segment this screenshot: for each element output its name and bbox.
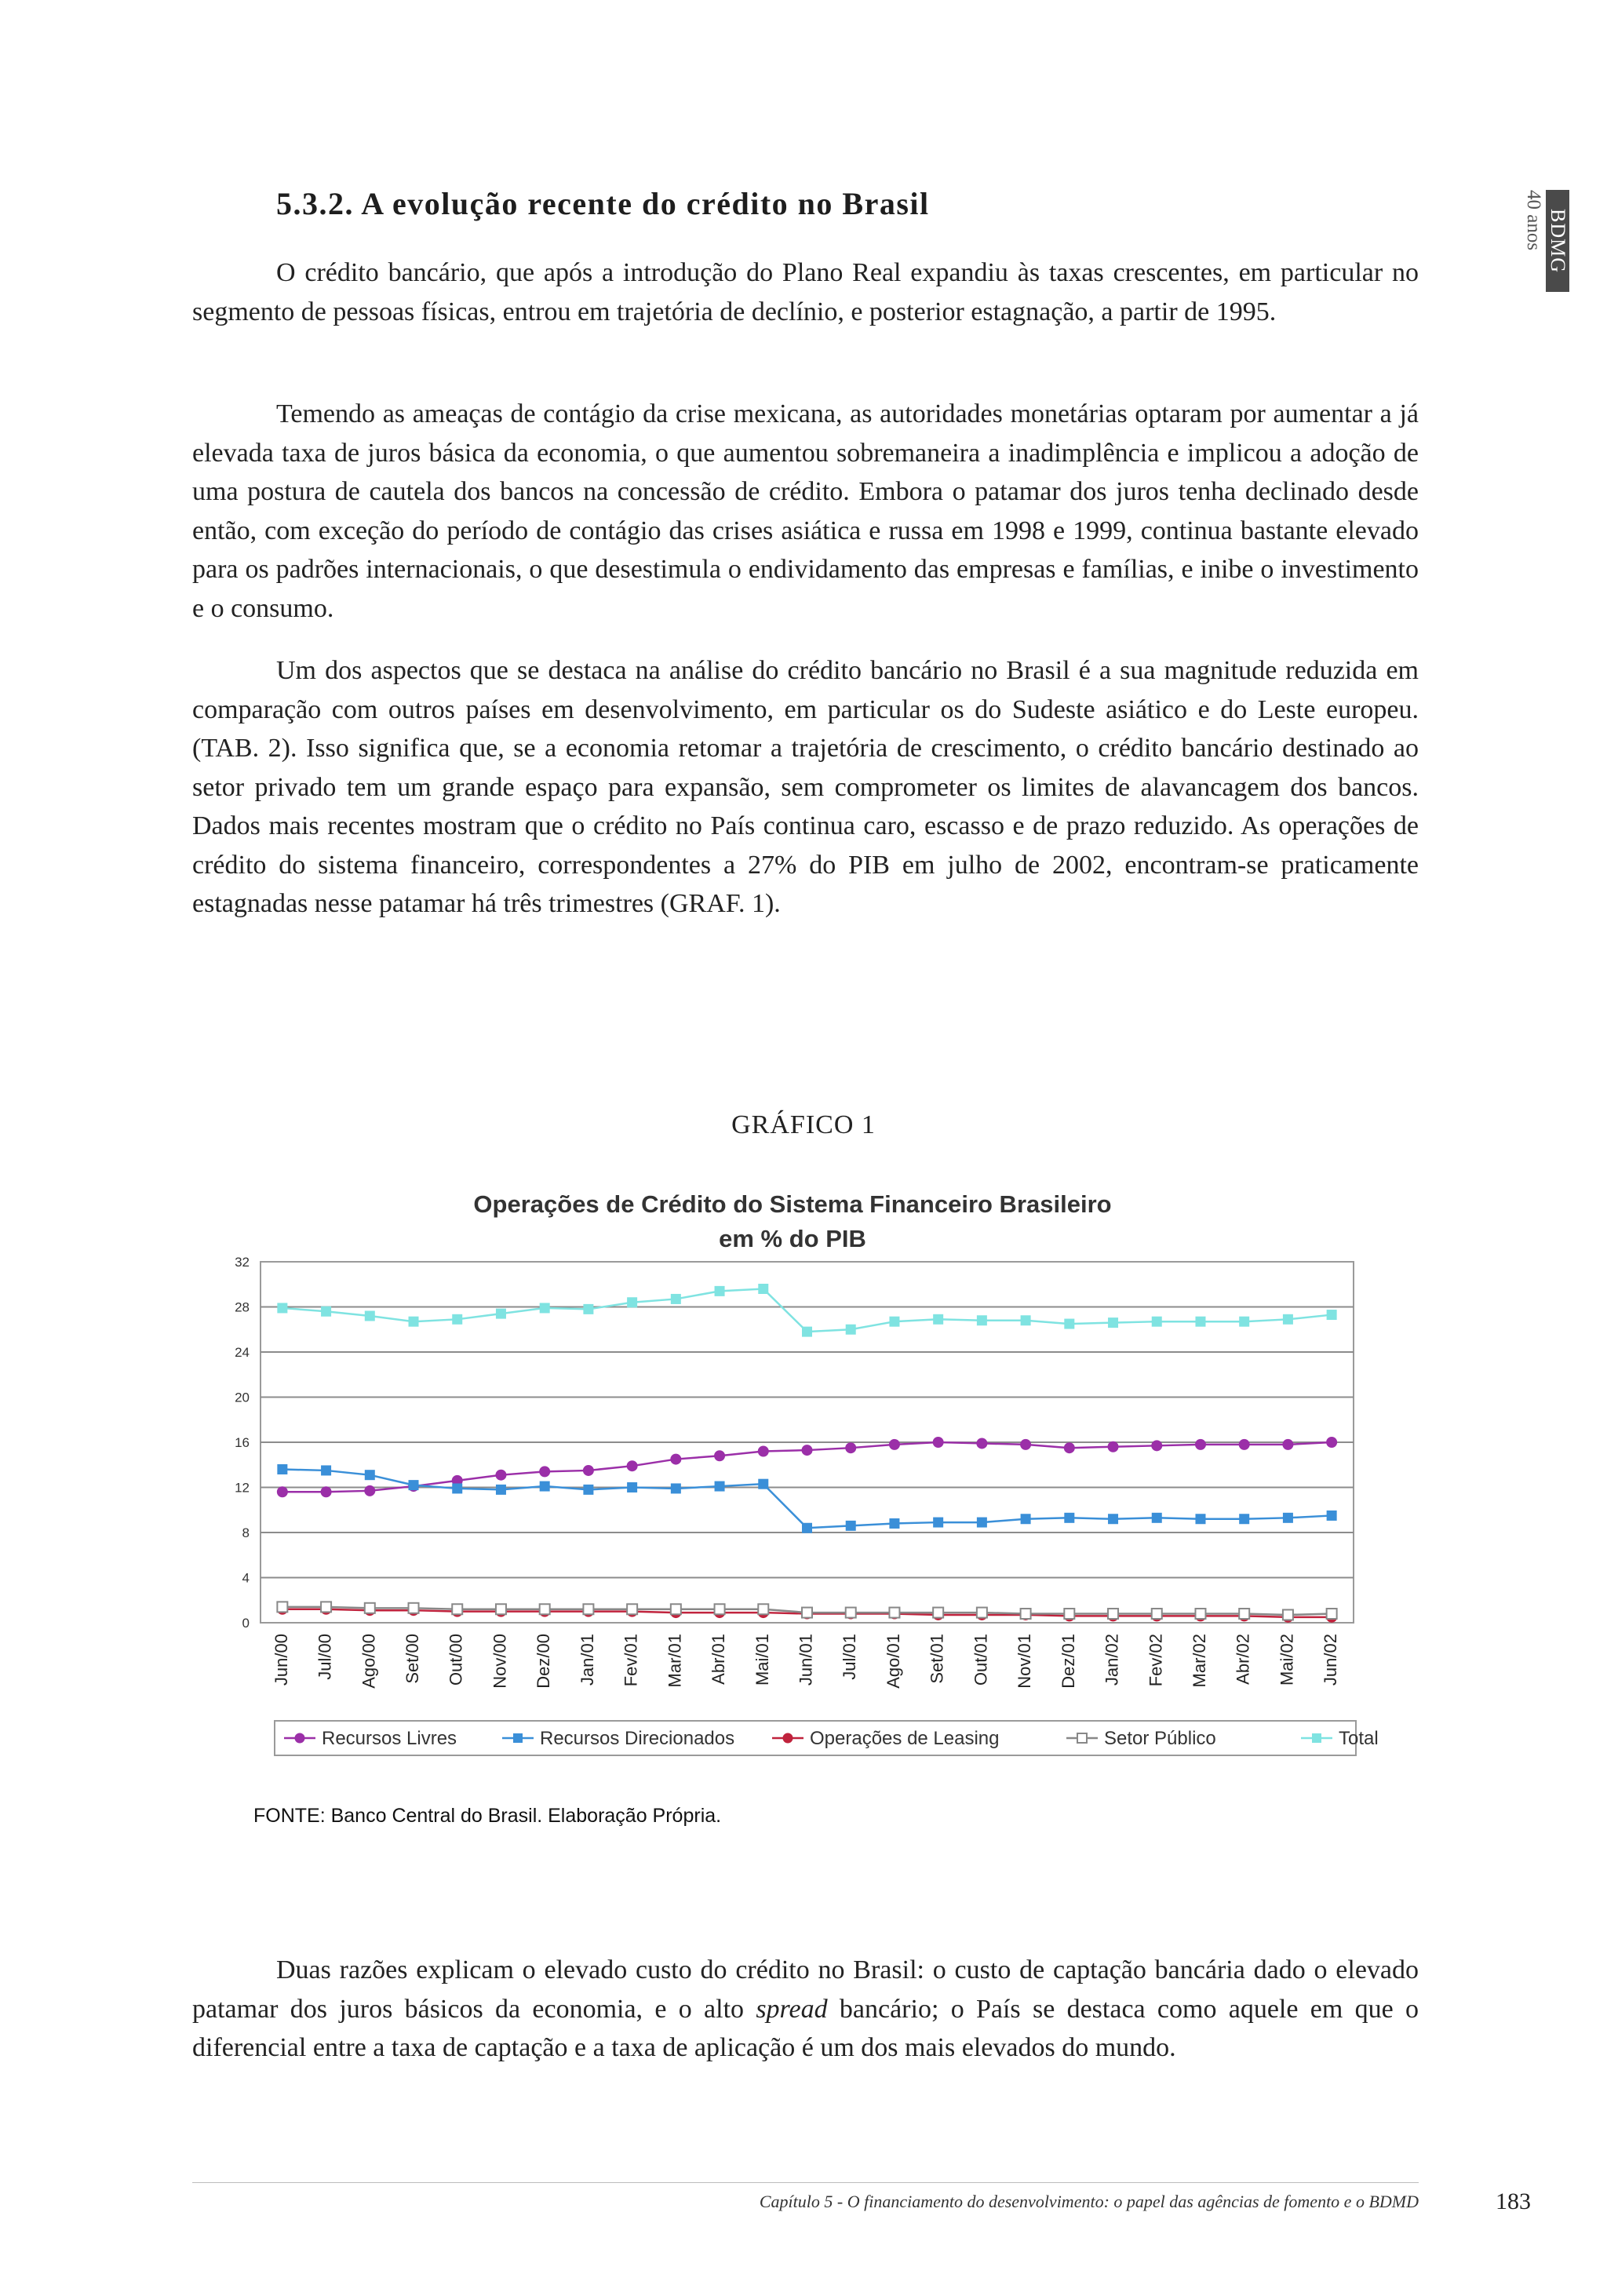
data-point-setor-publico <box>1327 1609 1337 1619</box>
page-number: 183 <box>1496 2188 1531 2214</box>
x-tick-label: Dez/00 <box>534 1634 554 1689</box>
paragraph-3: Um dos aspectos que se destaca na análise do crédito bancário no Brasil é a sua magnitude reduzida em comparação com outros países em desenvolvimento, em particular os do Sudeste asiático e do Leste europeu. (TAB. 2). Isso significa que, se a economia retomar a trajetória de crescimento, o crédito bancário destinado ao setor privado tem um grande espaço para expansão, sem comprometer os limites de alavancagem dos bancos. Dados mais recentes mostram que o crédito no País continua caro, escasso e de prazo reduzido. As operações de crédito do sistema financeiro, correspondentes a 27% do PIB em julho de 2002, encontram-se praticamente estagnadas nesse patamar há três trimestres (GRAF. 1). <box>192 656 1419 918</box>
data-point-recursos-livres <box>1327 1438 1337 1448</box>
x-tick-label: Mar/02 <box>1189 1634 1209 1688</box>
y-tick-label: 32 <box>235 1255 250 1270</box>
data-point-total <box>540 1303 550 1313</box>
x-tick-label: Mai/01 <box>752 1634 772 1686</box>
paragraph-4 <box>192 1951 1419 2068</box>
data-point-recursos-direcionados <box>496 1485 506 1495</box>
data-point-setor-publico <box>715 1604 725 1614</box>
section-title: 5.3.2. A evolução recente do crédito no Brasil <box>276 186 930 221</box>
paragraph-4-text-a: Duas razões explicam o elevado custo do crédito no Brasil: o custo de captação bancária dado o elevado patamar dos juros básicos da economia, e o alto <box>192 1955 1419 2024</box>
data-point-recursos-direcionados <box>321 1465 331 1475</box>
data-point-total <box>277 1303 287 1313</box>
data-point-total <box>1021 1315 1031 1325</box>
data-point-total <box>583 1304 593 1314</box>
y-tick-label: 28 <box>235 1299 250 1315</box>
data-point-recursos-livres <box>1195 1439 1205 1449</box>
data-point-recursos-direcionados <box>1283 1513 1293 1523</box>
footer-chapter: Capítulo 5 - O financiamento do desenvolvimento: o papel das agências de fomento e o BDMD <box>759 2192 1419 2211</box>
data-point-recursos-direcionados <box>452 1483 462 1493</box>
data-point-total <box>627 1297 637 1307</box>
x-tick-label: Nov/01 <box>1015 1634 1035 1689</box>
data-point-setor-publico <box>365 1603 375 1613</box>
data-point-recursos-livres <box>540 1467 550 1477</box>
x-tick-label: Abr/02 <box>1233 1634 1253 1685</box>
data-point-total <box>889 1317 899 1327</box>
data-point-setor-publico <box>846 1608 856 1618</box>
figure-label: GRÁFICO 1 <box>731 1110 876 1139</box>
x-tick-label: Jul/01 <box>840 1634 860 1680</box>
data-point-setor-publico <box>977 1608 987 1618</box>
data-point-recursos-direcionados <box>277 1464 287 1474</box>
data-point-recursos-livres <box>1152 1441 1162 1451</box>
data-point-total <box>758 1284 768 1294</box>
x-tick-label: Jun/02 <box>1321 1634 1341 1686</box>
chart-title: Operações de Crédito do Sistema Financeiro Brasileiro <box>473 1190 1112 1218</box>
y-tick-label: 8 <box>242 1525 250 1540</box>
data-point-recursos-livres <box>627 1461 637 1471</box>
legend-label-recursos-livres: Recursos Livres <box>322 1728 457 1749</box>
data-point-total <box>452 1314 462 1325</box>
data-point-recursos-livres <box>583 1465 593 1475</box>
side-tab <box>1519 190 1569 292</box>
x-tick-label: Jan/01 <box>577 1634 597 1686</box>
figure-source: FONTE: Banco Central do Brasil. Elaboração Própria. <box>253 1805 722 1827</box>
data-point-total <box>1283 1314 1293 1325</box>
plot-area <box>235 1255 1354 1689</box>
legend-label-total: Total <box>1339 1728 1379 1749</box>
data-point-recursos-direcionados <box>846 1521 856 1531</box>
data-point-setor-publico <box>758 1604 768 1614</box>
legend-marker-recursos-direcionados <box>513 1733 523 1743</box>
data-point-setor-publico <box>1239 1609 1249 1619</box>
data-point-recursos-livres <box>671 1454 681 1464</box>
data-point-setor-publico <box>452 1604 462 1614</box>
data-point-setor-publico <box>933 1608 943 1618</box>
data-point-recursos-direcionados <box>671 1483 681 1493</box>
data-point-setor-publico <box>540 1604 550 1614</box>
data-point-total <box>933 1314 943 1325</box>
data-point-recursos-direcionados <box>889 1518 899 1529</box>
y-tick-label: 12 <box>235 1480 250 1496</box>
side-tab-brand: BDMG <box>1546 190 1569 292</box>
data-point-recursos-livres <box>758 1446 768 1456</box>
data-point-total <box>409 1317 419 1327</box>
legend-marker-operacoes-de-leasing <box>783 1733 793 1743</box>
y-tick-label: 24 <box>235 1345 250 1360</box>
data-point-recursos-direcionados <box>583 1485 593 1495</box>
data-point-recursos-livres <box>1108 1441 1118 1452</box>
data-point-setor-publico <box>1021 1609 1031 1619</box>
data-point-recursos-direcionados <box>540 1481 550 1492</box>
data-point-setor-publico <box>583 1604 593 1614</box>
x-tick-label: Fev/02 <box>1146 1634 1166 1687</box>
x-tick-label: Set/00 <box>403 1634 423 1684</box>
x-tick-label: Jul/00 <box>315 1634 335 1680</box>
data-point-recursos-direcionados <box>627 1482 637 1492</box>
data-point-total <box>1152 1317 1162 1327</box>
footer-rule <box>192 2182 1419 2183</box>
y-tick-label: 20 <box>235 1390 250 1405</box>
data-point-recursos-livres <box>496 1470 506 1480</box>
legend-label-operacoes-de-leasing: Operações de Leasing <box>810 1728 1000 1749</box>
x-tick-label: Ago/00 <box>359 1634 379 1689</box>
data-point-total <box>715 1286 725 1296</box>
x-tick-label: Out/00 <box>446 1634 466 1686</box>
data-point-recursos-direcionados <box>1021 1514 1031 1524</box>
legend-marker-total <box>1312 1733 1321 1743</box>
data-point-recursos-direcionados <box>715 1481 725 1492</box>
data-point-total <box>671 1294 681 1304</box>
data-point-recursos-livres <box>802 1445 812 1456</box>
data-point-recursos-livres <box>277 1487 287 1497</box>
data-point-setor-publico <box>321 1602 331 1612</box>
legend-label-recursos-direcionados: Recursos Direcionados <box>540 1728 735 1749</box>
data-point-recursos-direcionados <box>1064 1513 1074 1523</box>
data-point-recursos-livres <box>715 1451 725 1461</box>
x-tick-label: Ago/01 <box>883 1634 903 1689</box>
data-point-setor-publico <box>889 1608 899 1618</box>
data-point-recursos-direcionados <box>933 1518 943 1528</box>
data-point-recursos-livres <box>977 1438 987 1449</box>
chart-subtitle: em % do PIB <box>719 1225 866 1252</box>
x-tick-label: Jun/00 <box>271 1634 291 1686</box>
data-point-setor-publico <box>802 1608 812 1618</box>
side-tab-subtitle: 40 anos <box>1523 190 1544 251</box>
paragraph-4-text-b: bancário; o País se destaca como aquele em que o diferencial entre a taxa de captação e a taxa de aplicação é um dos mais elevados do mundo. <box>192 1994 1419 2062</box>
data-point-recursos-livres <box>365 1485 375 1496</box>
data-point-total <box>1195 1317 1205 1327</box>
y-tick-label: 4 <box>242 1570 250 1586</box>
data-point-recursos-direcionados <box>758 1479 768 1489</box>
chart-legend <box>275 1721 1379 1755</box>
data-point-recursos-livres <box>1021 1439 1031 1449</box>
data-point-recursos-direcionados <box>1327 1511 1337 1521</box>
credit-chart <box>212 1185 1389 1781</box>
data-point-setor-publico <box>1152 1609 1162 1619</box>
data-point-total <box>1239 1317 1249 1327</box>
data-point-recursos-livres <box>1064 1443 1074 1453</box>
y-tick-label: 16 <box>235 1435 250 1450</box>
x-tick-label: Jan/02 <box>1102 1634 1122 1686</box>
spread-term: spread <box>756 1994 828 2024</box>
x-tick-label: Mai/02 <box>1277 1634 1297 1686</box>
data-point-recursos-direcionados <box>802 1523 812 1533</box>
data-point-recursos-direcionados <box>1108 1514 1118 1524</box>
legend-marker-setor-publico <box>1077 1733 1087 1743</box>
data-point-total <box>802 1327 812 1337</box>
data-point-recursos-livres <box>1239 1439 1249 1449</box>
data-point-setor-publico <box>409 1603 419 1613</box>
data-point-total <box>496 1309 506 1319</box>
x-tick-label: Out/01 <box>971 1634 991 1686</box>
data-point-recursos-direcionados <box>365 1470 375 1480</box>
x-tick-label: Set/01 <box>927 1634 947 1684</box>
data-point-recursos-direcionados <box>409 1480 419 1490</box>
data-point-setor-publico <box>1195 1609 1205 1619</box>
data-point-setor-publico <box>277 1602 287 1612</box>
data-point-recursos-direcionados <box>1152 1513 1162 1523</box>
data-point-total <box>321 1307 331 1317</box>
x-tick-label: Abr/01 <box>709 1634 729 1685</box>
x-tick-label: Dez/01 <box>1058 1634 1078 1689</box>
data-point-total <box>1327 1310 1337 1320</box>
data-point-total <box>1064 1319 1074 1329</box>
data-point-recursos-direcionados <box>977 1518 987 1528</box>
x-tick-label: Nov/00 <box>490 1634 510 1689</box>
data-point-recursos-livres <box>933 1438 943 1448</box>
data-point-setor-publico <box>1064 1609 1074 1619</box>
data-point-recursos-livres <box>889 1439 899 1449</box>
data-point-recursos-livres <box>1283 1439 1293 1449</box>
paragraph-2: Temendo as ameaças de contágio da crise mexicana, as autoridades monetárias optaram por aumentar a já elevada taxa de juros básica da economia, o que aumentou sobremaneira a inadimplência e implicou a adoção de uma postura de cautela dos bancos na concessão de crédito. Embora o patamar dos juros tenha declinado desde então, com exceção do período de contágio das crises asiática e russa em 1998 e 1999, continua bastante elevado para os padrões internacionais, o que desestimula o endividamento das empresas e famílias, e inibe o investimento e o consumo. <box>192 399 1419 623</box>
data-point-total <box>1108 1317 1118 1328</box>
legend-marker-recursos-livres <box>295 1733 304 1743</box>
x-tick-label: Jun/01 <box>796 1634 816 1686</box>
data-point-total <box>846 1325 856 1335</box>
data-point-total <box>977 1315 987 1325</box>
data-point-recursos-direcionados <box>1239 1514 1249 1524</box>
data-point-setor-publico <box>671 1604 681 1614</box>
data-point-setor-publico <box>627 1604 637 1614</box>
data-point-recursos-livres <box>846 1443 856 1453</box>
legend-label-setor-publico: Setor Público <box>1104 1728 1216 1749</box>
x-tick-label: Mar/01 <box>665 1634 685 1688</box>
data-point-setor-publico <box>1108 1609 1118 1619</box>
data-point-setor-publico <box>496 1604 506 1614</box>
y-tick-label: 0 <box>242 1616 250 1631</box>
data-point-recursos-livres <box>321 1487 331 1497</box>
data-point-setor-publico <box>1283 1609 1293 1620</box>
data-point-total <box>365 1311 375 1321</box>
paragraph-1: O crédito bancário, que após a introdução do Plano Real expandiu às taxas crescentes, em particular no segmento de pessoas físicas, entrou em trajetória de declínio, e posterior estagnação, a partir de 1995. <box>192 258 1419 326</box>
data-point-recursos-direcionados <box>1195 1514 1205 1524</box>
x-tick-label: Fev/01 <box>621 1634 641 1687</box>
